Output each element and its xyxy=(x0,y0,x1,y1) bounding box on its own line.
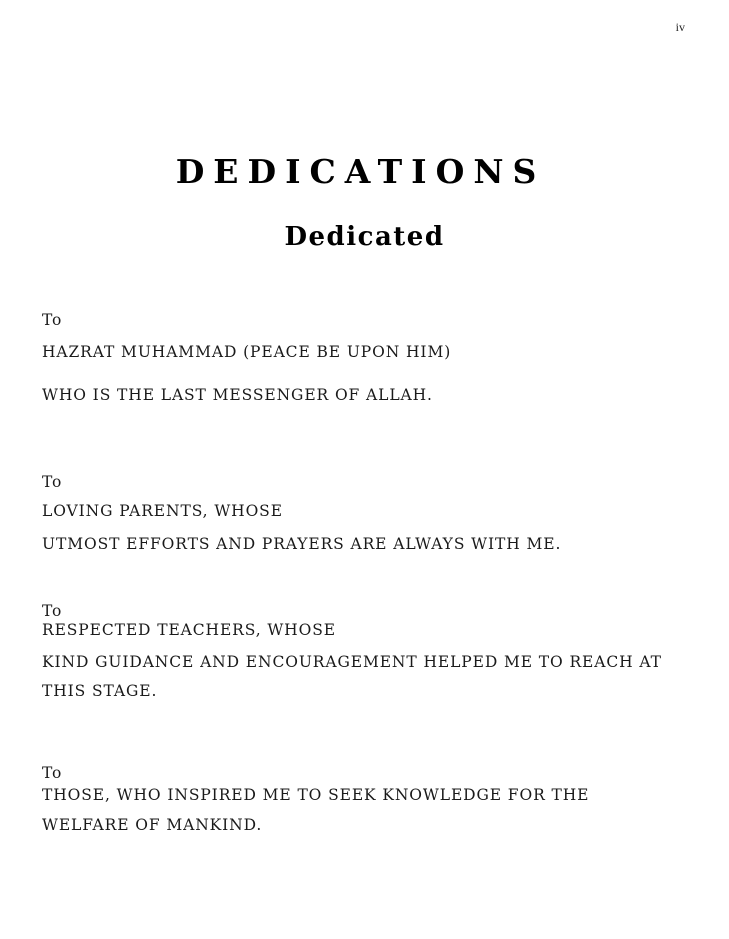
page-subtitle xyxy=(0,222,729,252)
dedication-to-label: To xyxy=(42,311,63,329)
dedication-to-label: To xyxy=(42,764,63,782)
page-subtitle-text: Dedicated xyxy=(284,222,445,252)
dedication-line: THIS STAGE. xyxy=(42,682,158,700)
dedication-line: LOVING PARENTS, WHOSE xyxy=(42,502,283,520)
dedication-line: KIND GUIDANCE AND ENCOURAGEMENT HELPED ME TO REACH AT xyxy=(42,653,662,671)
dedication-line: THOSE, WHO INSPIRED ME TO SEEK KNOWLEDGE FOR THE xyxy=(42,786,590,804)
dedication-line: HAZRAT MUHAMMAD (PEACE BE UPON HIM) xyxy=(42,343,452,361)
dedication-line: WELFARE OF MANKIND. xyxy=(42,816,263,834)
page-title xyxy=(0,152,729,191)
dedication-line: RESPECTED TEACHERS, WHOSE xyxy=(42,621,336,639)
page-number: iv xyxy=(675,20,685,34)
dedication-line: UTMOST EFFORTS AND PRAYERS ARE ALWAYS WITH ME. xyxy=(42,535,562,553)
dedication-line: WHO IS THE LAST MESSENGER OF ALLAH. xyxy=(42,386,433,404)
page-title-text: DEDICATIONS xyxy=(175,152,546,191)
dedication-to-label: To xyxy=(42,473,63,491)
dedication-to-label: To xyxy=(42,602,63,620)
